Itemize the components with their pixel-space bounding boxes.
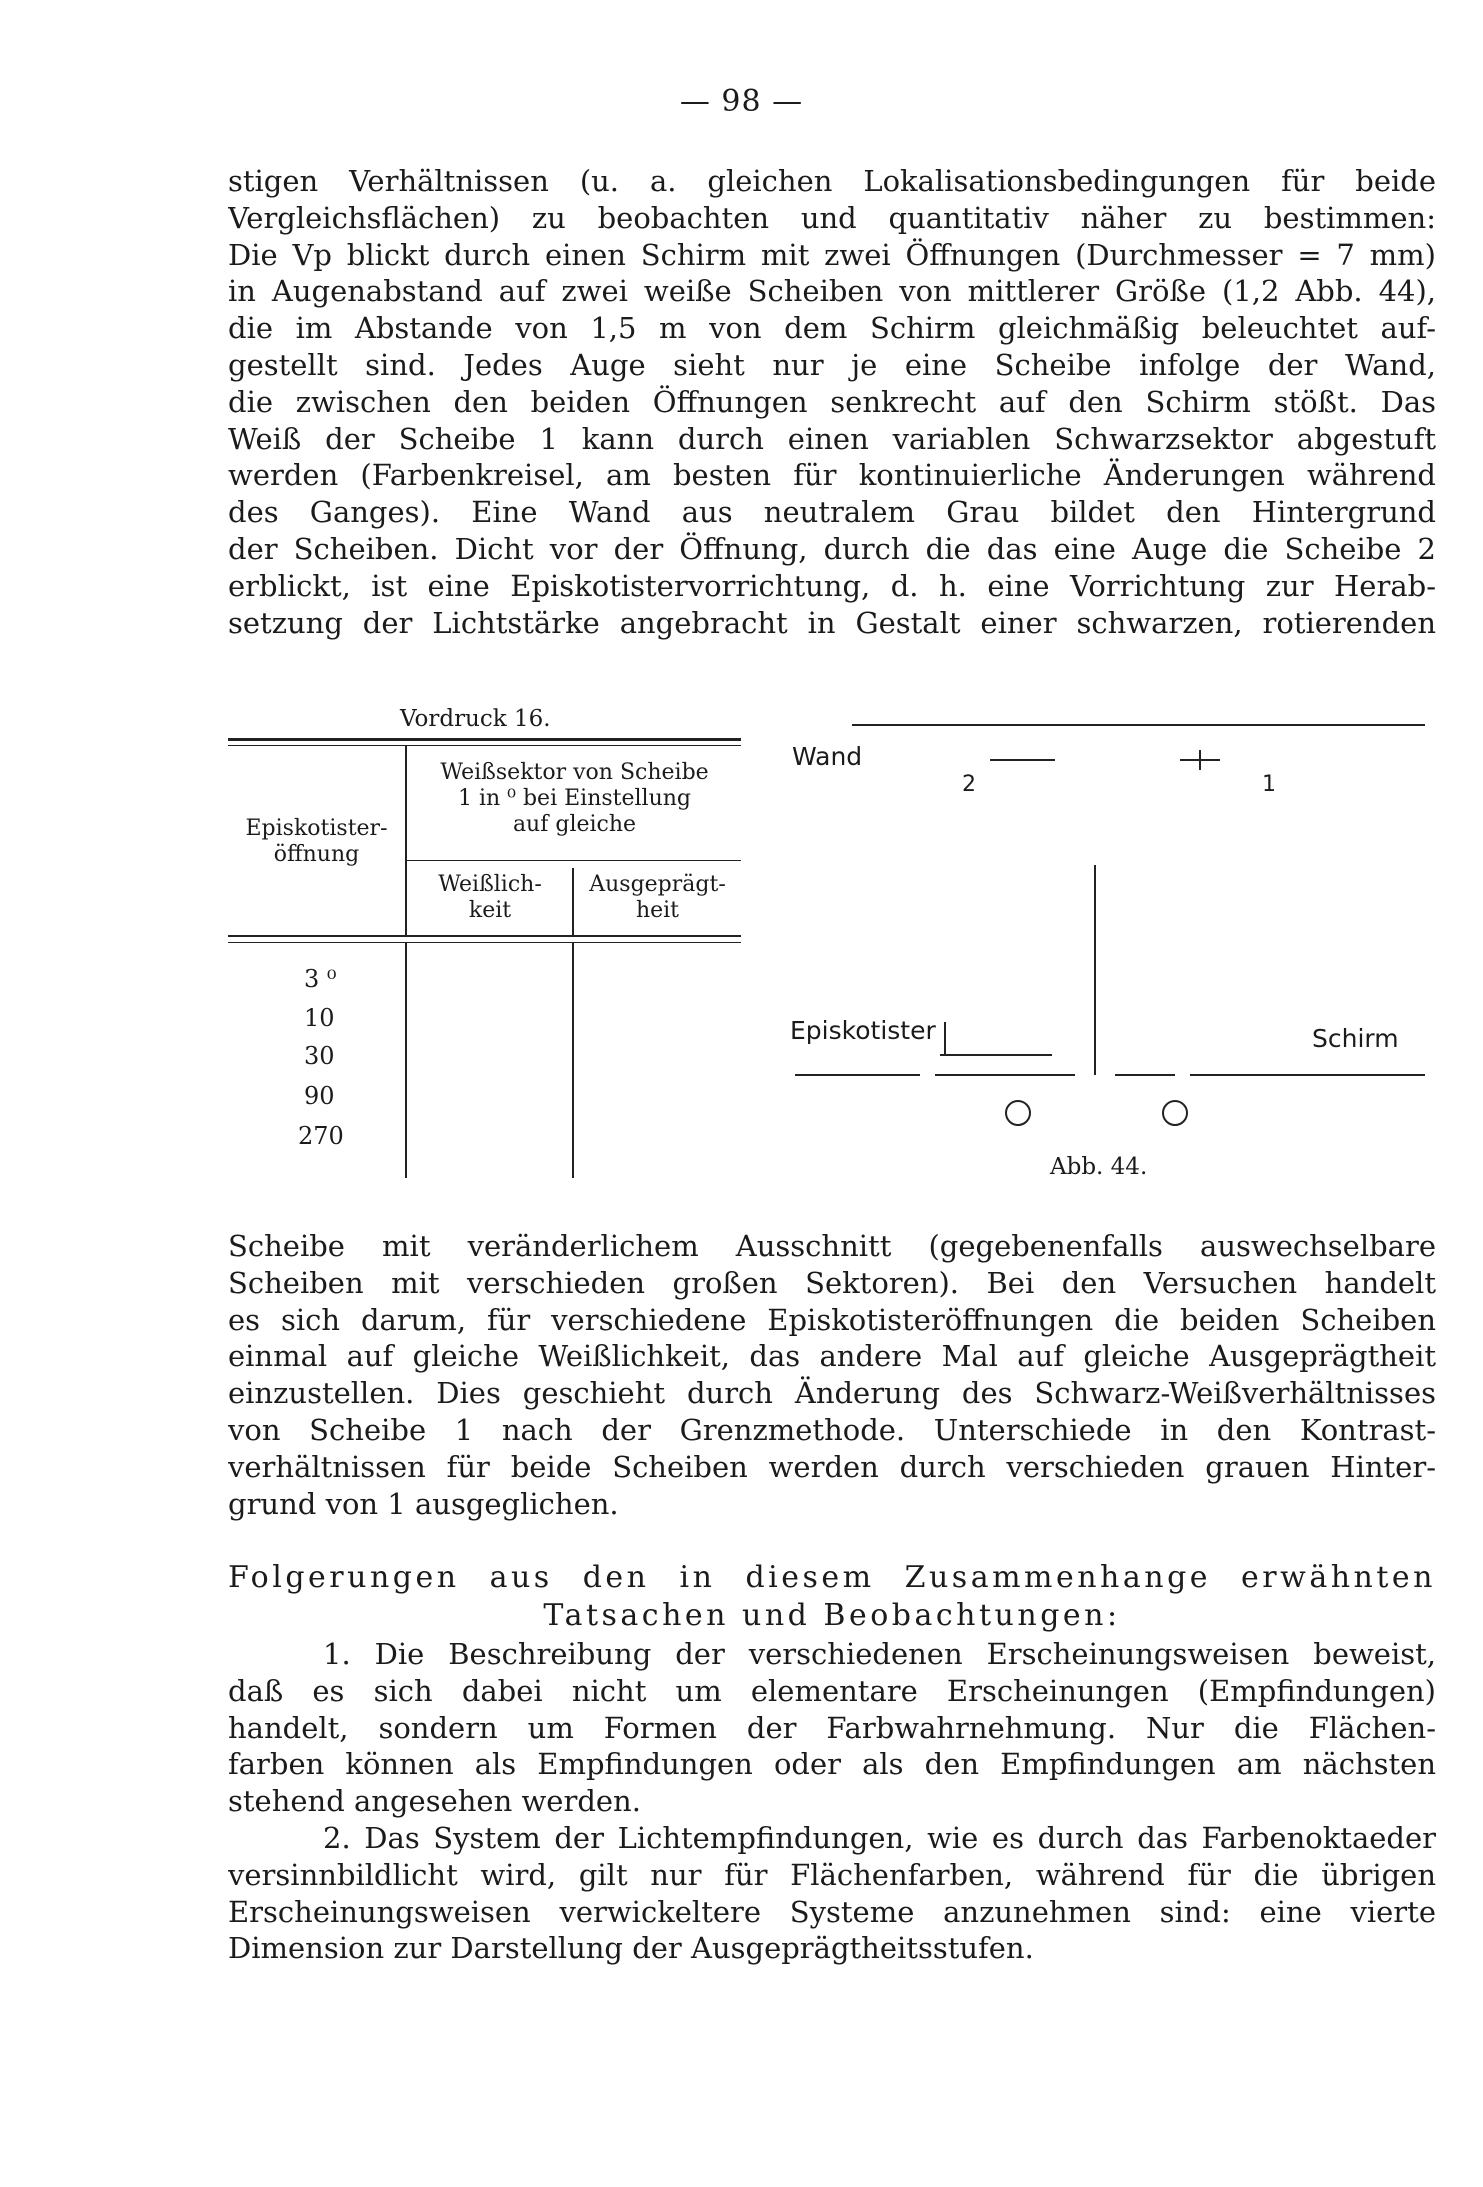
text-line: erblickt, ist eine Episkotistervorrichtung, d. h. eine Vorrichtung zur Herab-	[228, 568, 1436, 603]
conclusion-2-line: 2. Das System der Lichtempfindungen, wie es durch das Farbenoktaeder	[323, 1820, 1436, 1855]
vordruck-table	[228, 738, 741, 1178]
text-line: die zwischen den beiden Öffnungen senkrecht auf den Schirm stößt. Das	[228, 384, 1436, 419]
table-row-value: 3 ⁰	[304, 965, 337, 993]
col-header-weisslichkeit: Weißlich- keit	[438, 872, 542, 923]
col-header-ausgepraegtheit: Ausgeprägt- heit	[589, 872, 726, 923]
label-schirm: Schirm	[1312, 1024, 1399, 1053]
table-row-value: 10	[304, 1004, 335, 1032]
paragraph-scheibe	[228, 1228, 1436, 1522]
table-col-divider	[572, 943, 574, 1178]
conclusion-1-line: 1. Die Beschreibung der verschiedenen Erscheinungsweisen beweist,	[323, 1637, 1436, 1671]
conclusion-2-line: versinnbildlicht wird, gilt nur für Flächenfarben, während für die übrigen	[228, 1857, 1436, 1892]
text-line: der Scheiben. Dicht vor der Öffnung, durch die das eine Auge die Scheibe 2	[228, 531, 1436, 566]
text-line: Scheibe mit veränderlichem Ausschnitt (gegebenenfalls auswechselbare	[228, 1229, 1436, 1263]
conclusion-2-line: Dimension zur Darstellung der Ausgeprägtheitsstufen.	[228, 1931, 1034, 1966]
diagram-abb-44	[770, 720, 1430, 1190]
label-episkotister: Episkotister	[790, 1016, 936, 1045]
table-group-rule	[406, 860, 741, 861]
text-line: Scheiben mit verschieden großen Sektoren). Bei den Versuchen handelt	[228, 1265, 1436, 1300]
text-line: grund von 1 ausgeglichen.	[228, 1486, 619, 1521]
conclusion-1-line: daß es sich dabei nicht um elementare Erscheinungen (Empfindungen)	[228, 1673, 1436, 1708]
text-line: es sich darum, für verschiedene Episkotisteröffnungen die beiden Scheiben	[228, 1302, 1436, 1337]
text-line: werden (Farbenkreisel, am besten für kontinuierliche Änderungen während	[228, 458, 1436, 493]
text-line: gestellt sind. Jedes Auge sieht nur je eine Scheibe infolge der Wand,	[228, 347, 1436, 382]
text-line: setzung der Lichtstärke angebracht in Gestalt einer schwarzen, rotierenden	[228, 605, 1436, 640]
table-top-rule	[228, 738, 741, 741]
conclusion-1-line: handelt, sondern um Formen der Farbwahrnehmung. Nur die Flächen-	[228, 1710, 1436, 1745]
table-col-divider	[405, 746, 407, 935]
eye-opening-left	[1006, 1101, 1030, 1125]
text-line: verhältnissen für beide Scheiben werden durch verschieden grauen Hinter-	[228, 1449, 1436, 1484]
table-row-value: 270	[298, 1122, 344, 1150]
text-line: einmal auf gleiche Weißlichkeit, das andere Mal auf gleiche Ausgeprägtheit	[228, 1339, 1436, 1374]
conclusions-list	[228, 1636, 1436, 1967]
table-col-divider	[405, 943, 407, 1178]
conclusion-1-line: farben können als Empfindungen oder als den Empfindungen am nächsten	[228, 1747, 1436, 1782]
text-line: einzustellen. Dies geschieht durch Änderung des Schwarz-Weißverhältnisses	[228, 1376, 1436, 1411]
conclusion-1-line: stehend angesehen werden.	[228, 1784, 641, 1819]
text-line: des Ganges). Eine Wand aus neutralem Grau bildet den Hintergrund	[228, 495, 1436, 530]
table-header-rule-thin	[228, 942, 741, 943]
heading-line: Folgerungen aus den in diesem Zusammenhange erwähnten	[228, 1560, 1436, 1595]
paragraph-intro	[228, 163, 1436, 641]
table-top-rule-thin	[228, 745, 741, 746]
text-line: Weiß der Scheibe 1 kann durch einen variablen Schwarzsektor abgestuft	[228, 421, 1436, 456]
label-wand: Wand	[792, 742, 863, 771]
text-line: von Scheibe 1 nach der Grenzmethode. Unterschiede in den Kontrast-	[228, 1412, 1436, 1447]
conclusion-2-line: Erscheinungsweisen verwickeltere Systeme anzunehmen sind: eine vierte	[228, 1894, 1436, 1929]
group-header-weisssektor: Weißsektor von Scheibe 1 in ⁰ bei Einstellung auf gleiche	[440, 760, 709, 837]
text-line: Vergleichsflächen) zu beobachten und quantitativ näher zu bestimmen:	[228, 200, 1436, 235]
text-line: stigen Verhältnissen (u. a. gleichen Lokalisationsbedingungen für beide	[228, 164, 1436, 198]
table-row-value: 90	[304, 1082, 335, 1110]
table-row-value: 30	[304, 1042, 335, 1070]
text-line: die im Abstande von 1,5 m von dem Schirm gleichmäßig beleuchtet auf-	[228, 311, 1436, 346]
page-number: — 98 —	[679, 84, 804, 119]
col-header-episkotister: Episkotister- öffnung	[245, 816, 388, 867]
text-line: in Augenabstand auf zwei weiße Scheiben von mittlerer Größe (1,2 Abb. 44),	[228, 274, 1436, 309]
eye-opening-right	[1163, 1101, 1187, 1125]
table-caption: Vordruck 16.	[400, 706, 551, 732]
diagram-lines	[770, 720, 1430, 1190]
table-header-rule	[228, 935, 741, 937]
label-disc-2: 2	[962, 772, 976, 797]
section-heading	[228, 1559, 1436, 1635]
figure-caption: Abb. 44.	[1050, 1154, 1148, 1180]
text-line: Die Vp blickt durch einen Schirm mit zwei Öffnungen (Durchmesser = 7 mm)	[228, 237, 1436, 272]
label-disc-1: 1	[1262, 772, 1276, 797]
heading-line: Tatsachen und Beobachtungen:	[543, 1598, 1121, 1633]
